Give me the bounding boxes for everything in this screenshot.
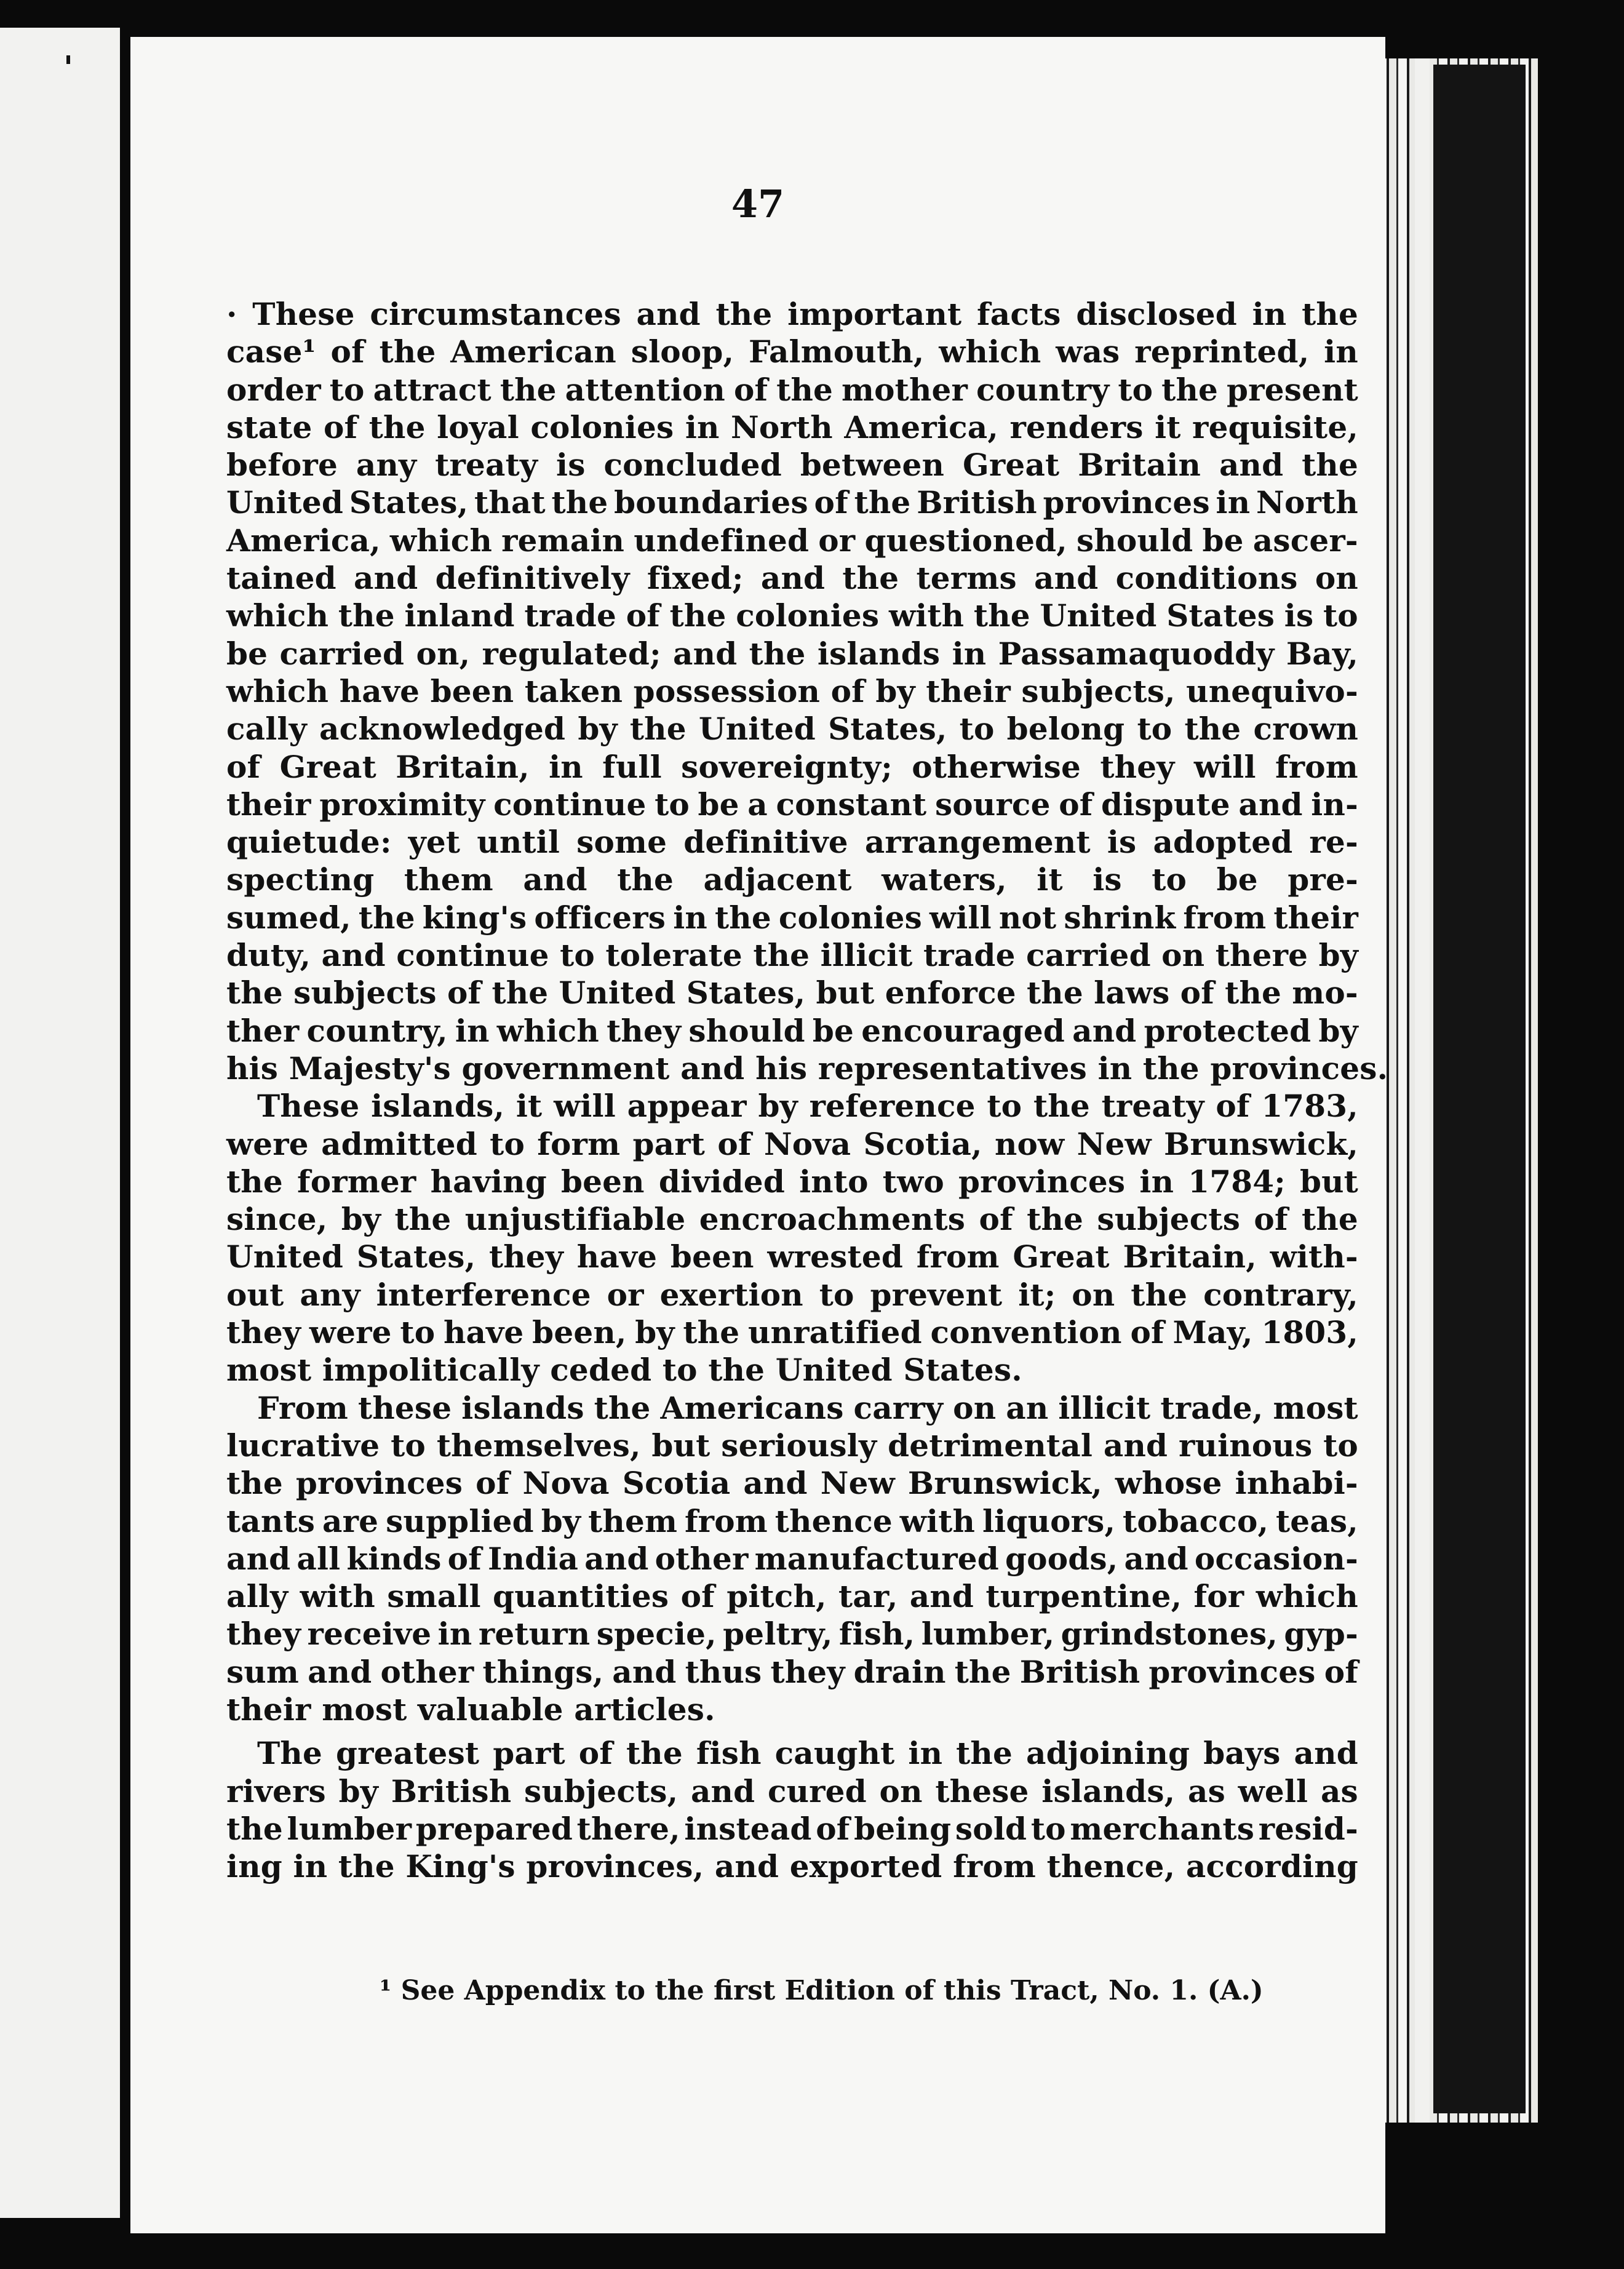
text-line: sum and other things, and thus they drain the British provinces of (226, 1653, 1358, 1690)
text-line: duty, and continue to tolerate the illicit trade carried on there by (226, 937, 1358, 974)
text-line: the lumber prepared there, instead of being sold to merchants resid- (226, 1810, 1358, 1847)
facing-page-edge (0, 28, 120, 2218)
page-number: 47 (731, 181, 785, 226)
page-stack-light (1415, 58, 1430, 2123)
text-line: order to attract the attention of the mother country to the present (226, 371, 1358, 408)
text-line: specting them and the adjacent waters, it is to be pre- (226, 861, 1358, 898)
text-line: cally acknowledged by the United States, to belong to the crown (226, 711, 1358, 748)
text-line: From these islands the Americans carry on an illicit trade, most (257, 1389, 1358, 1426)
text-line: ther country, in which they should be encouraged and protected by (226, 1012, 1358, 1049)
text-line: which have been taken possession of by their subjects, unequivo- (226, 672, 1358, 709)
ink-fleck (66, 55, 70, 64)
text-line: out any interference or exertion to prevent it; on the contrary, (226, 1276, 1358, 1313)
text-line: ing in the King's provinces, and exported from thence, according (226, 1848, 1358, 1885)
paragraph (226, 1734, 1358, 1885)
paragraph (226, 1087, 1358, 1389)
text-line: since, by the unjustifiable encroachments of the subjects of the (226, 1201, 1358, 1238)
body-text (226, 295, 1388, 1885)
text-line: they receive in return specie, peltry, fish, lumber, grindstones, gyp- (226, 1616, 1358, 1653)
text-line: lucrative to themselves, but seriously detrimental and ruinous to (226, 1427, 1358, 1464)
text-line: · These circumstances and the important facts disclosed in the (226, 296, 1358, 332)
text-line: America, which remain undefined or questioned, should be ascer- (226, 522, 1358, 559)
text-line: their most valuable articles. (226, 1691, 715, 1728)
text-line: and all kinds of India and other manufactured goods, and occasion- (226, 1540, 1358, 1577)
text-line: the subjects of the United States, but enforce the laws of the mo- (226, 975, 1358, 1011)
text-line: case¹ of the American sloop, Falmouth, which was reprinted, in (226, 333, 1358, 370)
text-line: quietude: yet until some definitive arrangement is adopted re- (226, 824, 1358, 861)
text-line: tained and definitively fixed; and the terms and conditions on (226, 560, 1358, 597)
text-line: state of the loyal colonies in North America, renders it requisite, (226, 409, 1358, 445)
text-line: of Great Britain, in full sovereignty; otherwise they will from (226, 748, 1358, 785)
book-cover-edge (1433, 65, 1526, 2113)
text-line: be carried on, regulated; and the islands in Passamaquoddy Bay, (226, 635, 1358, 672)
paragraph (226, 295, 1388, 1087)
text-line: which the inland trade of the colonies with the United States is to (226, 597, 1358, 634)
text-line: before any treaty is concluded between Great Britain and the (226, 447, 1358, 484)
paragraph (226, 1389, 1358, 1729)
text-line: they were to have been, by the unratified convention of May, 1803, (226, 1314, 1358, 1351)
text-line: sumed, the king's officers in the colonies will not shrink from their (226, 899, 1358, 936)
footnote: ¹ See Appendix to the first Edition of this Tract, No. 1. (A.) (380, 1975, 1264, 2006)
book-page (130, 37, 1388, 2233)
text-line: most impolitically ceded to the United States. (226, 1352, 1022, 1389)
text-line: the former having been divided into two provinces in 1784; but (226, 1163, 1358, 1200)
text-line: the provinces of Nova Scotia and New Brunswick, whose inhabi- (226, 1465, 1358, 1502)
text-line: rivers by British subjects, and cured on these islands, as well as (226, 1773, 1358, 1809)
text-line: tants are supplied by them from thence with liquors, tobacco, teas, (226, 1502, 1358, 1539)
text-line: The greatest part of the fish caught in the adjoining bays and (257, 1735, 1358, 1772)
text-line: his Majesty's government and his representatives in the provinces. (226, 1050, 1388, 1087)
text-line: United States, that the boundaries of the British provinces in North (226, 484, 1358, 521)
text-line: ally with small quantities of pitch, tar, and turpentine, for which (226, 1578, 1358, 1615)
text-line: United States, they have been wrested from Great Britain, with- (226, 1238, 1358, 1275)
text-line: These islands, it will appear by reference to the treaty of 1783, (257, 1088, 1358, 1125)
text-line: their proximity continue to be a constant source of dispute and in- (226, 786, 1358, 823)
text-line: were admitted to form part of Nova Scotia, now New Brunswick, (226, 1125, 1358, 1162)
